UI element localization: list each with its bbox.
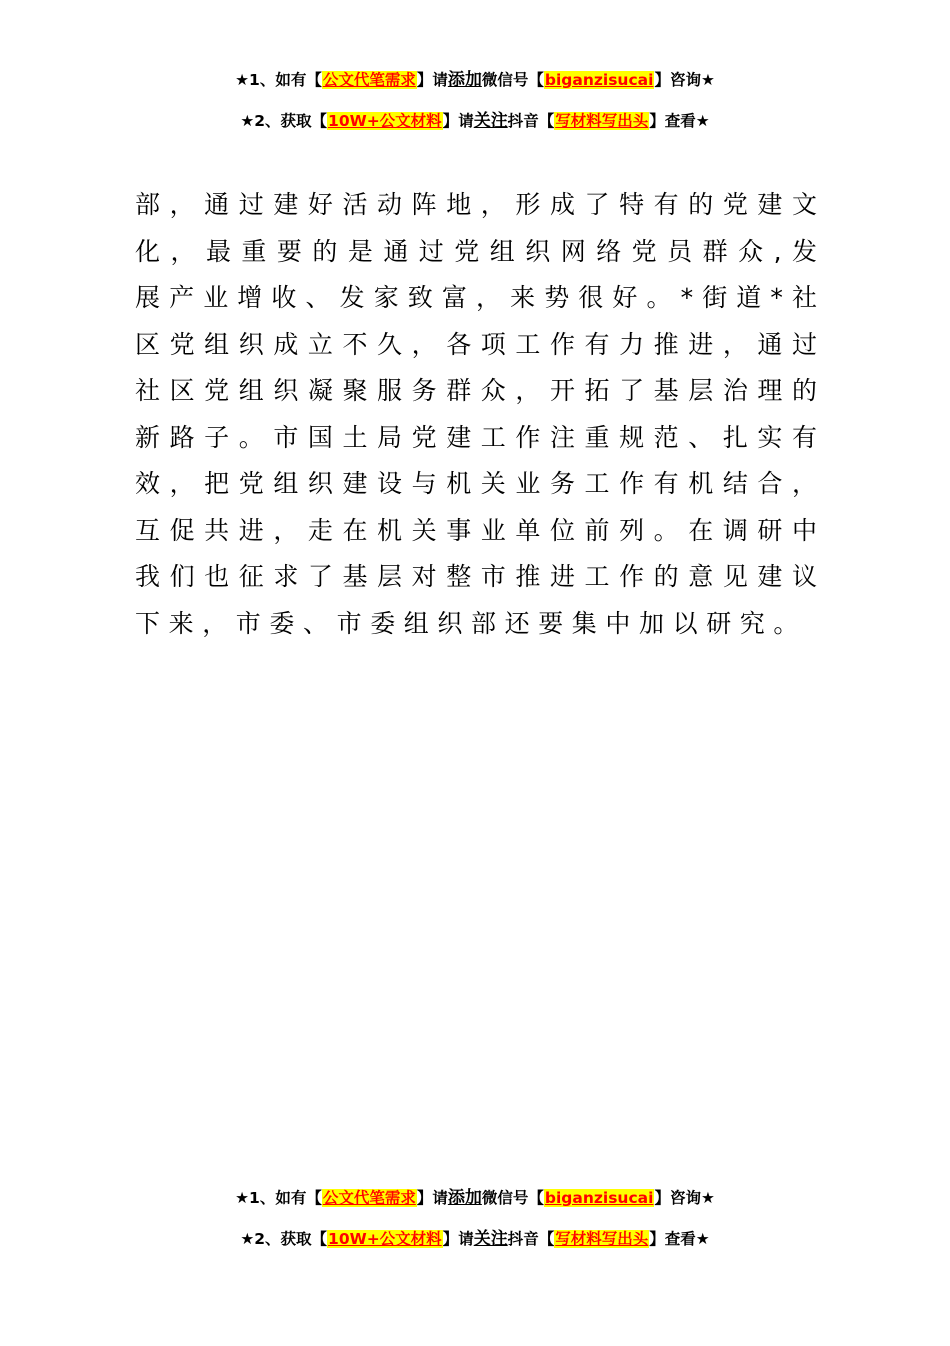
banner-line-2-prefix: ★2、获取【 (240, 112, 328, 130)
top-banner (0, 66, 950, 148)
footer-line-2-highlight-materials: 10W+公文材料 (328, 1230, 442, 1248)
footer-line-2-prefix: ★2、获取【 (240, 1230, 328, 1248)
banner-line-1-highlight-wechat: biganzisucai (544, 71, 654, 89)
footer-line-1-suffix: 】咨询★ (654, 1189, 715, 1207)
footer-line-1-middle: 】请 (416, 1189, 448, 1207)
footer-line-1-emphasis: 添加 (447, 1188, 482, 1208)
banner-line-2-middle-2: 抖音【 (507, 112, 555, 130)
banner-line-1-middle: 】请 (416, 71, 448, 89)
footer-line-2-middle-2: 抖音【 (507, 1230, 555, 1248)
document-body (135, 182, 817, 647)
banner-line-1-emphasis: 添加 (447, 70, 482, 90)
banner-line-1-suffix: 】咨询★ (654, 71, 715, 89)
body-line-5: 社区党组织凝聚服务群众，开拓了基层治理的 (135, 376, 817, 405)
body-line-4: 区党组织成立不久，各项工作有力推进，通过 (135, 329, 817, 359)
body-line-2: 化，最重要的是通过党组织网络党员群众,发 (135, 236, 817, 266)
banner-line-1-highlight-service: 公文代笔需求 (322, 71, 416, 89)
banner-line-2-highlight-materials: 10W+公文材料 (328, 112, 442, 130)
footer-line-2-middle: 】请 (442, 1230, 474, 1248)
footer-banner-line-1 (0, 1184, 950, 1212)
body-line-10: 下来，市委、市委组织部还要集中加以研究。 (135, 608, 808, 638)
body-line-7: 效，把党组织建设与机关业务工作有机结合， (135, 469, 817, 498)
body-line-1: 部，通过建好活动阵地，形成了特有的党建文 (135, 190, 817, 219)
footer-line-1-highlight-wechat: biganzisucai (544, 1189, 654, 1207)
footer-banner-line-2 (0, 1225, 950, 1253)
footer-line-1-prefix: ★1、如有【 (235, 1189, 322, 1207)
banner-line-1 (0, 66, 950, 94)
banner-line-2-emphasis: 关注 (473, 111, 508, 131)
footer-line-2-emphasis: 关注 (473, 1229, 508, 1249)
footer-line-1-middle-2: 微信号【 (481, 1189, 544, 1207)
body-line-3: 展产业增收、发家致富，来势很好。*街道*社 (135, 283, 817, 312)
banner-line-1-prefix: ★1、如有【 (235, 71, 322, 89)
banner-line-2-highlight-douyin: 写材料写出头 (555, 112, 649, 130)
footer-line-1-highlight-service: 公文代笔需求 (322, 1189, 416, 1207)
banner-line-1-middle-2: 微信号【 (481, 71, 544, 89)
footer-line-2-suffix: 】查看★ (649, 1230, 710, 1248)
body-line-8: 互促共进，走在机关事业单位前列。在调研中 (135, 515, 817, 545)
body-line-6: 新路子。市国土局党建工作注重规范、扎实有 (135, 422, 817, 452)
bottom-banner (0, 1184, 950, 1266)
banner-line-2-suffix: 】查看★ (649, 112, 710, 130)
banner-line-2 (0, 107, 950, 135)
banner-line-2-middle: 】请 (442, 112, 474, 130)
body-line-9: 我们也征求了基层对整市推进工作的意见建议 (135, 562, 817, 591)
footer-line-2-highlight-douyin: 写材料写出头 (555, 1230, 649, 1248)
